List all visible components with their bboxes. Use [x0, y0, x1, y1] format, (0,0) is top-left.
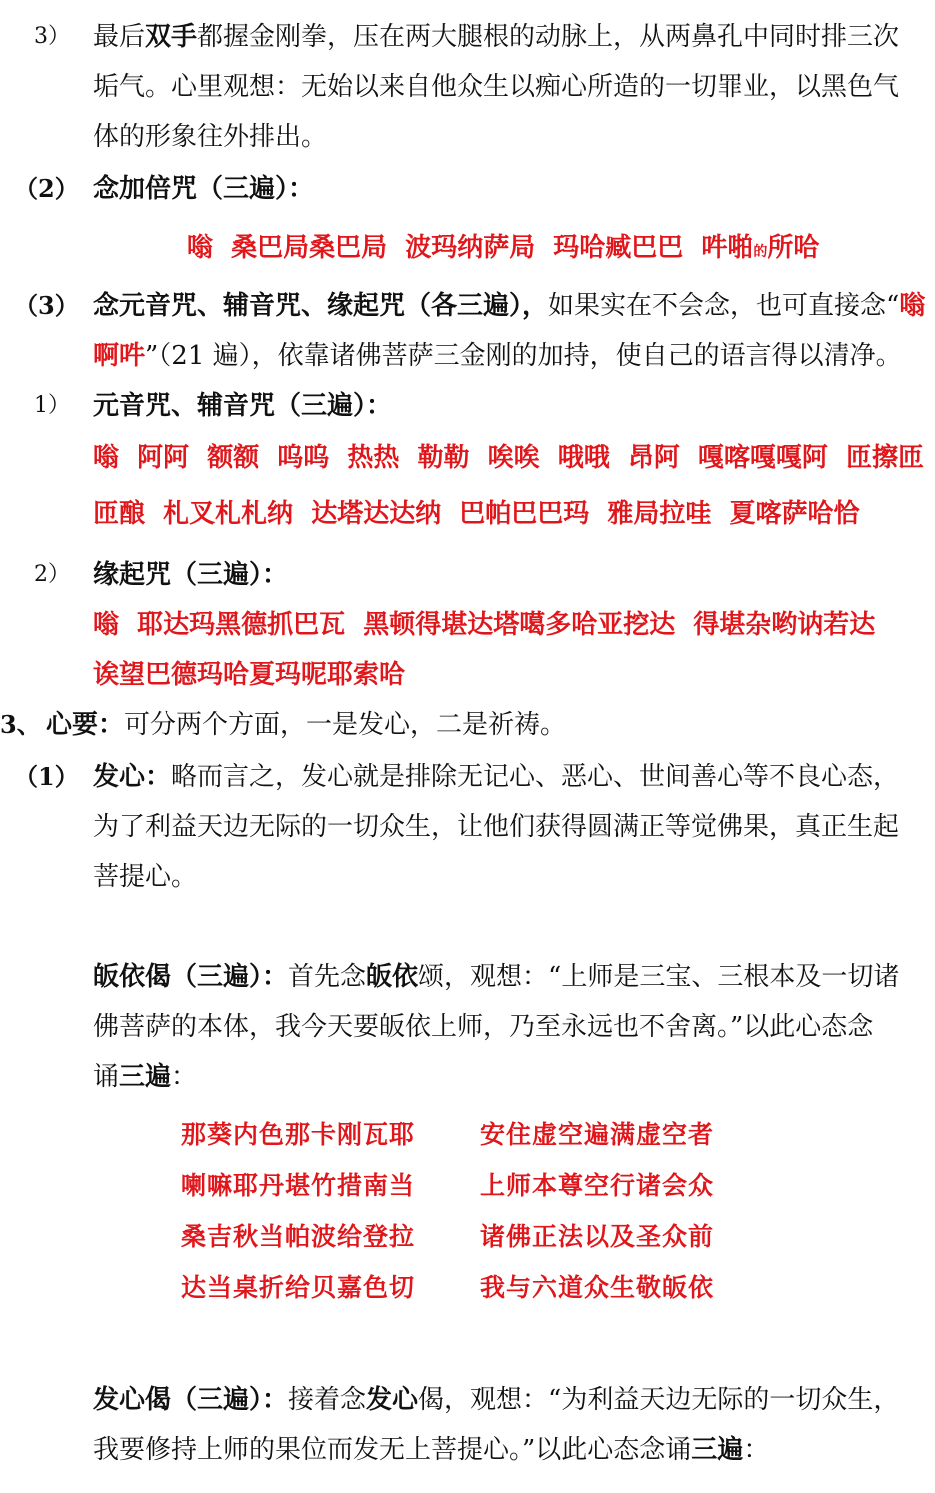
- paragraph-line: [93, 1435, 769, 1465]
- paragraph-line: [46, 710, 566, 740]
- mantra-small-text: 的: [753, 244, 768, 260]
- section-marker: 3、: [0, 710, 41, 739]
- section-heading: 念加倍咒（三遍）：: [93, 174, 315, 204]
- mantra-line: [187, 233, 819, 267]
- bold-run: 发心偈（三遍）：: [93, 1385, 289, 1415]
- mantra-line: 诶望巴德玛哈夏玛呢耶索哈: [93, 660, 406, 690]
- paragraph-line: 菩提心。: [93, 862, 198, 892]
- text-run: ：: [171, 1062, 198, 1092]
- section-marker: （2）: [14, 174, 79, 203]
- verse-left: 那葵内色那卡刚瓦耶: [181, 1120, 416, 1149]
- mantra-line: 嗡 阿阿 额额 呜呜 热热 勒勒 唉唉 哦哦 昂阿 嘎喀嘎嘎阿 匝擦匝: [93, 443, 925, 473]
- paragraph-line: [93, 341, 902, 371]
- section-marker: （3）: [14, 291, 79, 320]
- sub-heading: 缘起咒（三遍）：: [93, 560, 289, 590]
- text-run: 首先念: [288, 962, 367, 992]
- text-run: 略而言之，发心就是排除无记心、恶心、世间善心等不良心态，: [171, 762, 900, 792]
- paragraph-line: [93, 22, 899, 52]
- text-run: 诵: [93, 1062, 120, 1092]
- paragraph-line: [93, 962, 899, 992]
- mantra-text: 所哈: [767, 233, 820, 263]
- text-run: ”（21 遍），依靠诸佛菩萨三金刚的加持，使自己的语言得以清净。: [145, 341, 902, 371]
- mantra-line: 匝酿 札叉札札纳 达塔达达纳 巴帕巴巴玛 雅局拉哇 夏喀萨哈恰: [93, 499, 860, 529]
- bold-run: 三遍: [119, 1062, 172, 1092]
- mantra-line: 嗡 耶达玛黑德抓巴瓦 黑顿得堪达塔噶多哈亚挖达 得堪杂哟讷若达: [93, 610, 876, 640]
- text-run: 可分两个方面，一是发心，二是祈祷。: [124, 710, 567, 740]
- paragraph-line: [93, 1062, 197, 1092]
- bold-run: 三遍: [691, 1435, 744, 1465]
- mantra-text: 嗡 桑巴局桑巴局 波玛纳萨局 玛哈臧巴巴 吽啪: [187, 233, 754, 263]
- mantra-text: 啊吽: [93, 341, 146, 371]
- verse-left: 达当桌折给贝嘉色切: [181, 1273, 416, 1302]
- paragraph-line: [93, 1385, 899, 1415]
- verse-right: 我与六道众生敬皈依: [480, 1273, 715, 1302]
- bold-run: 发心：: [93, 762, 172, 792]
- list-marker: 3）: [34, 24, 70, 49]
- verse-right: 安住虚空遍满虚空者: [480, 1120, 715, 1149]
- paragraph-line: [93, 291, 925, 321]
- verse-left: 桑吉秋当帕波给登拉: [181, 1222, 416, 1251]
- text-run: 偈，观想：“为利益天边无际的一切众生，: [418, 1385, 900, 1415]
- bold-run: 发心: [366, 1385, 419, 1415]
- bold-run: 心要：: [46, 710, 125, 740]
- text-run: 最后: [93, 22, 146, 52]
- paragraph-line: 垢气。心里观想：无始以来自他众生以痴心所造的一切罪业，以黑色气: [93, 72, 900, 102]
- bold-run: 皈依: [366, 962, 419, 992]
- sub-heading: 元音咒、辅音咒（三遍）：: [93, 391, 393, 421]
- section-marker: （1）: [14, 762, 79, 791]
- paragraph-line: [93, 762, 899, 792]
- text-run: ：: [743, 1435, 770, 1465]
- paragraph-line: 佛菩萨的本体，我今天要皈依上师，乃至永远也不舍离。”以此心态念: [93, 1012, 874, 1042]
- text-run: 接着念: [288, 1385, 367, 1415]
- bold-run: 念元音咒、辅音咒、缘起咒（各三遍），: [93, 291, 549, 321]
- paragraph-line: 为了利益天边无际的一切众生，让他们获得圆满正等觉佛果，真正生起: [93, 812, 900, 842]
- verse-right: 上师本尊空行诸会众: [480, 1171, 715, 1200]
- list-marker: 1）: [34, 393, 70, 418]
- bold-run: 皈依偈（三遍）：: [93, 962, 289, 992]
- mantra-text: 嗡: [899, 291, 926, 321]
- verse-right: 诸佛正法以及圣众前: [480, 1222, 715, 1251]
- text-run: 我要修持上师的果位而发无上菩提心。”以此心态念诵: [93, 1435, 692, 1465]
- text-run: 颂，观想：“上师是三宝、三根本及一切诸: [418, 962, 900, 992]
- bold-run: 双手: [145, 22, 198, 52]
- list-marker: 2）: [34, 562, 70, 587]
- verse-left: 喇嘛耶丹堪竹措南当: [181, 1171, 416, 1200]
- text-run: 如果实在不会念，也可直接念“: [548, 291, 900, 321]
- paragraph-line: 体的形象往外排出。: [93, 122, 328, 152]
- text-run: 都握金刚拳，压在两大腿根的动脉上，从两鼻孔中同时排三次: [197, 22, 900, 52]
